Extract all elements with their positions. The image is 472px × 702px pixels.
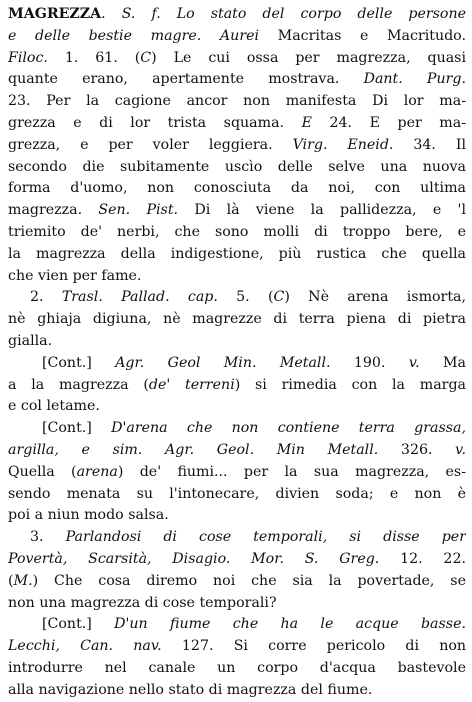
text-line — [8, 200, 466, 222]
text-segment: magrezza. — [8, 202, 99, 219]
text-segment: ) Nè arena ismorta, — [284, 289, 466, 306]
text-segment: Macritas e Macritudo. — [277, 27, 466, 44]
text-segment: [Cont.] — [42, 420, 112, 437]
text-line — [8, 26, 466, 48]
text-segment: quante erano, apertamente mostrava. — [8, 71, 364, 88]
text-line — [8, 484, 466, 506]
text-segment: nè ghiaja digiuna, nè magrezze di terra piena di pietra — [8, 311, 466, 328]
text-segment: alla navigazione nello stato di magrezza del fiume. — [8, 681, 373, 698]
italic-text-segment: Lecchi, Can. nav. — [8, 638, 162, 655]
italic-text-segment: e delle bestie magre. Aurei — [8, 27, 278, 44]
text-line — [8, 113, 466, 135]
text-segment: 127. Si corre pericolo di non — [161, 638, 466, 655]
text-segment: 24. E per ma- — [311, 114, 466, 131]
text-segment: ) si rimedia con la marga — [234, 376, 466, 393]
text-line — [8, 222, 466, 244]
text-segment: 23. Per la cagione ancor non manifesta Di lor ma- — [8, 93, 466, 110]
italic-text-segment: argilla, e sim. Agr. Geol. Min Metall. — [8, 441, 379, 458]
text-line — [8, 353, 466, 375]
text-segment: 1. 61. ( — [47, 49, 141, 66]
text-line — [8, 91, 466, 113]
text-line — [8, 178, 466, 200]
text-segment: . — [101, 6, 122, 22]
text-line — [8, 309, 466, 331]
text-segment: che vien per fame. — [8, 267, 142, 284]
text-line — [8, 549, 466, 571]
text-line — [8, 418, 466, 440]
italic-text-segment: arena — [76, 463, 118, 480]
italic-text-segment: v. — [455, 441, 466, 458]
text-segment: ) de' fiumi... per la sua magrezza, es- — [117, 463, 466, 480]
italic-text-segment: Virg. Eneid. — [292, 136, 394, 153]
text-segment: Quella ( — [8, 463, 77, 480]
text-line — [8, 593, 466, 615]
italic-text-segment: Agr. Geol Min. Metall. — [115, 354, 331, 371]
text-segment: e col letame. — [8, 398, 100, 415]
text-line — [8, 680, 466, 702]
text-segment: ) Che cosa diremo noi che sia la povertade, se — [32, 572, 466, 589]
italic-text-segment: Filoc. — [8, 49, 48, 66]
text-segment: forma d'uomo, non conosciuta da noi, con ultima — [8, 180, 466, 197]
text-segment: ) Le cui ossa per magrezza, quasi — [151, 49, 466, 66]
text-line — [8, 48, 466, 70]
text-segment: Di là viene la pallidezza, e 'l — [178, 202, 466, 219]
italic-text-segment: de' terreni — [148, 376, 235, 393]
text-segment: triemito de' nerbi, che sono molli di troppo bere, e — [8, 223, 466, 240]
italic-text-segment: Povertà, Scarsità, Disagio. Mor. S. Greg. — [8, 550, 380, 567]
text-line — [8, 462, 466, 484]
italic-text-segment: S. f. Lo stato del corpo delle persone — [121, 6, 466, 22]
text-segment: [Cont.] — [42, 616, 115, 633]
text-segment: 3. — [30, 529, 66, 546]
dictionary-entry-magrezza — [8, 4, 466, 702]
text-segment: grezza, e per voler leggiera. — [8, 136, 293, 153]
italic-text-segment: Parlandosi di cose temporali, si disse per — [65, 529, 466, 546]
text-line — [8, 614, 466, 636]
text-line — [8, 287, 466, 309]
text-segment: sendo menata su l'intonecare, divien soda; e non è — [8, 485, 466, 502]
text-segment: a la magrezza ( — [8, 376, 149, 393]
text-segment: 5. ( — [217, 289, 274, 306]
text-line — [8, 396, 466, 418]
text-segment: 326. — [378, 441, 456, 458]
text-segment: introdurre nel canale un corpo d'acqua bastevole — [8, 659, 466, 676]
text-line — [8, 571, 466, 593]
text-line — [8, 135, 466, 157]
text-segment: non una magrezza di cose temporali? — [8, 594, 277, 611]
italic-text-segment: Trasl. Pallad. cap. — [61, 289, 218, 306]
text-line — [8, 157, 466, 179]
italic-text-segment: Dant. Purg. — [363, 71, 466, 88]
italic-text-segment: Sen. Pist. — [98, 202, 179, 219]
text-line — [8, 440, 466, 462]
italic-text-segment: v. — [408, 354, 420, 371]
text-segment: poi a niun modo salsa. — [8, 507, 169, 524]
italic-text-segment: C — [273, 289, 285, 306]
italic-text-segment: E — [301, 114, 312, 131]
text-segment: secondo die subitamente uscìo delle selve una nuova — [8, 158, 466, 175]
text-segment: grezza e di lor trista squama. — [8, 114, 302, 131]
italic-text-segment: C — [140, 49, 152, 66]
text-line — [8, 4, 466, 26]
text-segment: 2. — [30, 289, 62, 306]
italic-text-segment: D'un fiume che ha le acque basse. — [114, 616, 466, 633]
text-line — [8, 331, 466, 353]
headword: MAGREZZA — [8, 6, 102, 22]
text-segment: 34. Il — [393, 136, 466, 153]
text-line — [8, 527, 466, 549]
text-line — [8, 244, 466, 266]
text-segment: 190. — [330, 354, 409, 371]
text-line — [8, 375, 466, 397]
text-line — [8, 636, 466, 658]
text-segment: gialla. — [8, 332, 53, 349]
text-line — [8, 505, 466, 527]
text-segment: 12. 22. — [379, 550, 466, 567]
text-segment: Ma — [419, 354, 466, 371]
text-line — [8, 266, 466, 288]
italic-text-segment: D'arena che non contiene terra grassa, — [111, 420, 466, 437]
italic-text-segment: M. — [13, 572, 33, 589]
text-segment: ( — [8, 572, 14, 589]
text-segment: la magrezza della indigestione, più rustica che quella — [8, 245, 466, 262]
text-segment: [Cont.] — [42, 354, 116, 371]
text-line — [8, 658, 466, 680]
text-line — [8, 69, 466, 91]
